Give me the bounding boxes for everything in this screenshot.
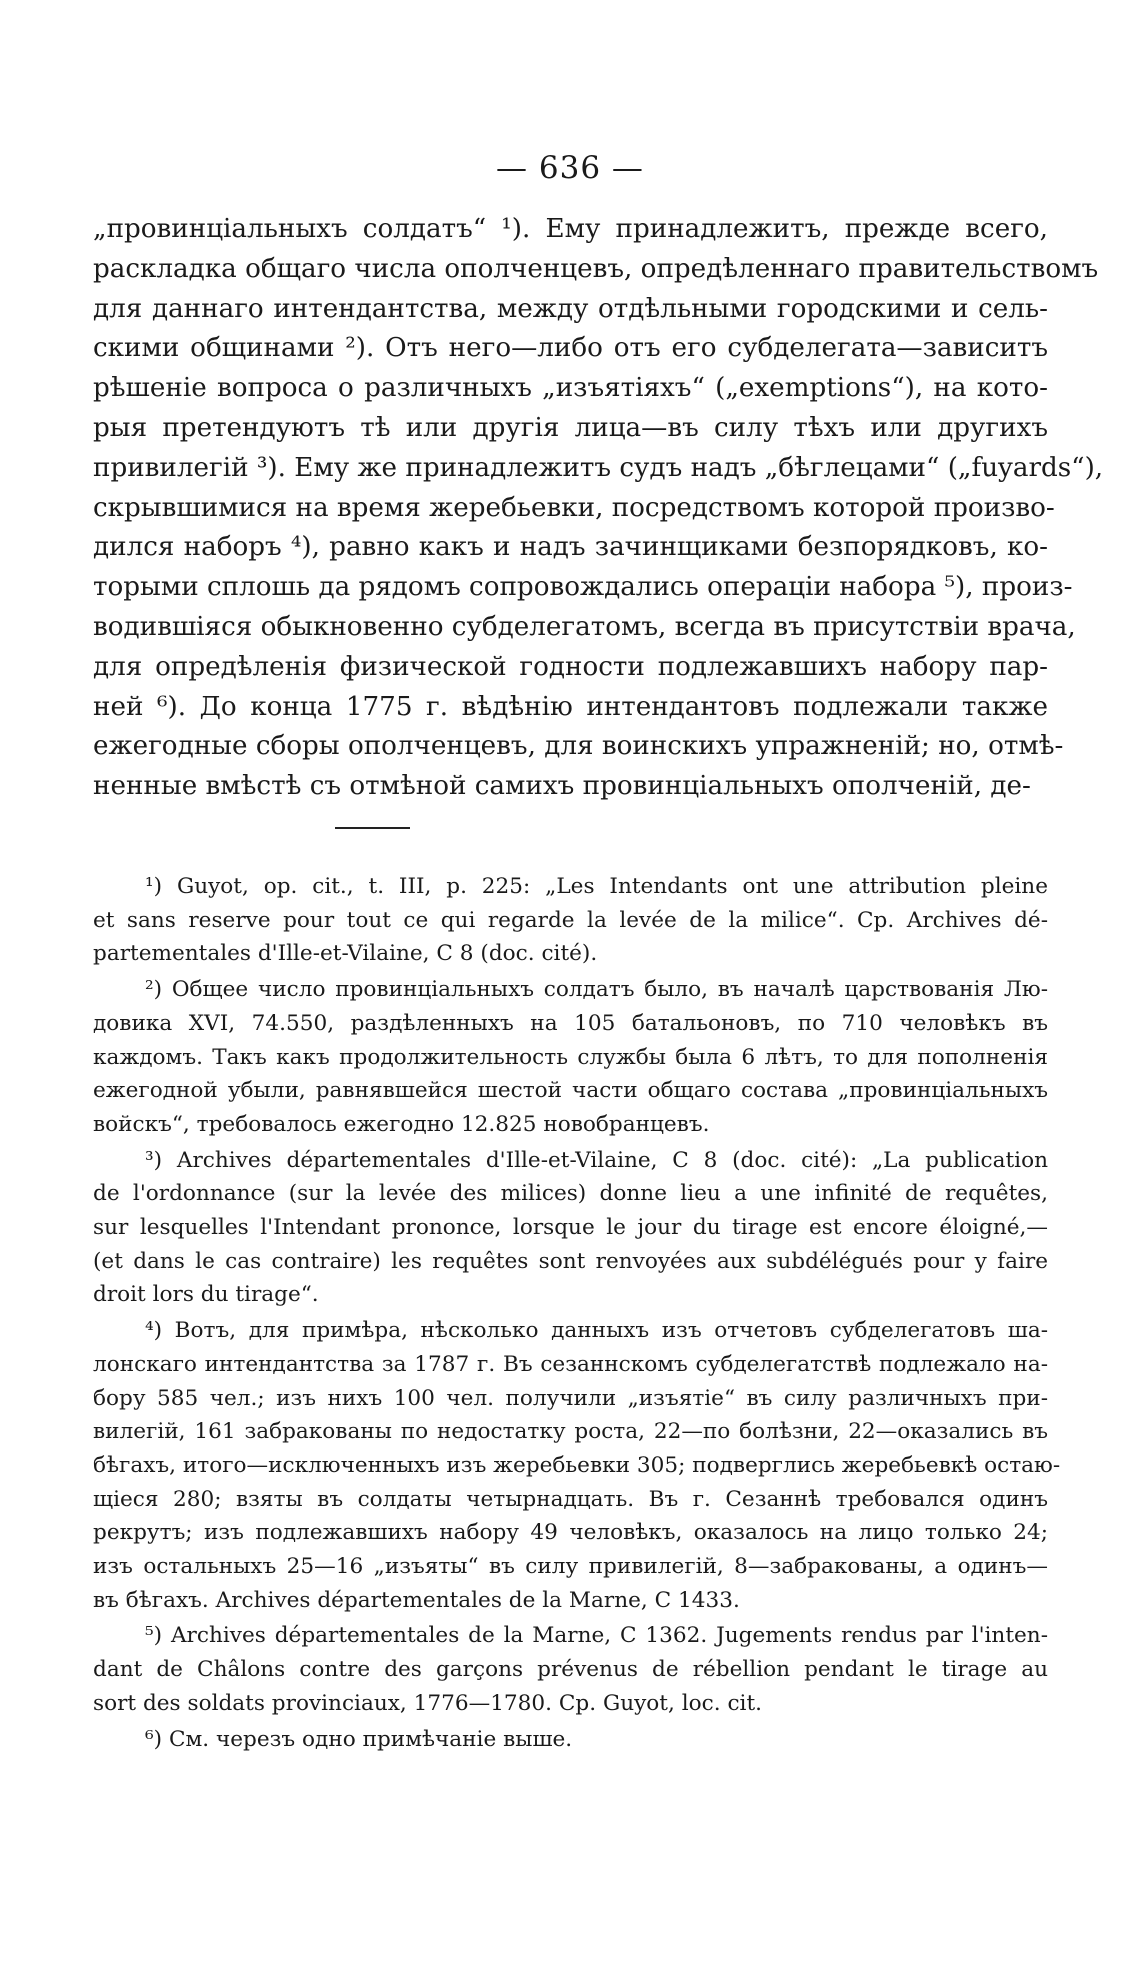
footnote-line: вилегій, 161 забракованы по недостатку роста, 22—по болѣзни, 22—оказались въ — [93, 1419, 1048, 1445]
main-line: рѣшеніе вопроса о различныхъ „изъятіяхъ“ („exemptions“), на кото- — [93, 373, 1048, 404]
footnote-line: войскъ“, требовалось ежегодно 12.825 новобранцевъ. — [93, 1111, 710, 1137]
main-line: ежегодные сборы ополченцевъ, для воинскихъ упражненій; но, отмѣ- — [93, 731, 1064, 762]
footnote-line: ¹) Guyot, op. cit., t. III, p. 225: „Les Intendants ont une attribution pleine — [145, 874, 1048, 899]
main-line: рыя претендуютъ тѣ или другія лица—въ силу тѣхъ или другихъ — [93, 412, 1048, 443]
footnote-line: sort des soldats provinciaux, 1776—1780. Cp. Guyot, loc. cit. — [93, 1690, 762, 1716]
footnote-3 — [93, 1144, 1048, 1313]
footnote-line: partementales d'Ille-et-Vilaine, C 8 (doc. cité). — [93, 941, 598, 967]
footnote-separator — [335, 827, 410, 829]
footnote-line: ³) Archives départementales d'Ille-et-Vilaine, C 8 (doc. cité): „La publication — [145, 1147, 1048, 1173]
main-line: „провинціальныхъ солдатъ“ ¹). Ему принадлежитъ, прежде всего, — [93, 214, 1048, 244]
footnote-line: de l'ordonnance (sur la levée des milices) donne lieu a une infinité de requêtes, — [93, 1181, 1048, 1207]
footnote-1 — [93, 870, 1048, 971]
footnote-5 — [93, 1619, 1048, 1720]
main-line: ней ⁶). До конца 1775 г. вѣдѣнію интендантовъ подлежали также — [93, 691, 1048, 722]
main-line: скрывшимися на время жеребьевки, посредствомъ которой произво- — [93, 492, 1055, 523]
main-line: раскладка общаго числа ополченцевъ, опредѣленнаго правительствомъ — [93, 253, 1099, 284]
main-text-block — [93, 210, 1104, 807]
footnote-line: sur lesquelles l'Intendant prononce, lorsque le jour du tirage est encore éloigné,— — [93, 1215, 1048, 1241]
footnotes-block — [93, 870, 1061, 1756]
footnote-2 — [93, 973, 1048, 1142]
footnote-line: бору 585 чел.; изъ нихъ 100 чел. получили „изъятіе“ въ силу различныхъ при- — [93, 1385, 1048, 1411]
footnote-line: ежегодной убыли, равнявшейся шестой части общаго состава „провинціальныхъ — [93, 1078, 1048, 1104]
footnote-line: ⁵) Archives départementales de la Marne, C 1362. Jugements rendus par l'inten- — [145, 1623, 1048, 1649]
footnote-line: (et dans le cas contraire) les requêtes sont renvoyées aux subdélégués pour y faire — [93, 1248, 1048, 1274]
main-line: дился наборъ ⁴), равно какъ и надъ зачинщиками безпорядковъ, ко- — [93, 532, 1048, 563]
footnote-line: изъ остальныхъ 25—16 „изъяты“ въ силу привилегій, 8—забракованы, а одинъ— — [93, 1554, 1048, 1580]
main-line: для опредѣленія физической годности подлежавшихъ набору пар- — [93, 651, 1048, 682]
footnote-line: въ бѣгахъ. Archives départementales de la Marne, C 1433. — [93, 1587, 740, 1613]
main-line: водившіяся обыкновенно субделегатомъ, всегда въ присутствіи врача, — [93, 611, 1076, 642]
footnote-line: dant de Châlons contre des garçons prévenus de rébellion pendant le tirage au — [93, 1657, 1048, 1683]
footnote-line: droit lors du tirage“. — [93, 1282, 319, 1308]
footnote-line: довика XVI, 74.550, раздѣленныхъ на 105 батальоновъ, по 710 человѣкъ въ — [93, 1010, 1048, 1036]
footnote-line: ⁴) Вотъ, для примѣра, нѣсколько данныхъ изъ отчетовъ субделегатовъ ша- — [145, 1318, 1048, 1344]
main-line: торыми сплошь да рядомъ сопровождались операціи набора ⁵), произ- — [93, 572, 1073, 603]
main-line: для даннаго интендантства, между отдѣльными городскими и сель- — [93, 293, 1048, 324]
footnote-line: ⁶) См. черезъ одно примѣчаніе выше. — [145, 1726, 573, 1752]
footnote-line: рекрутъ; изъ подлежавшихъ набору 49 человѣкъ, оказалось на лицо только 24; — [93, 1520, 1048, 1546]
footnote-line: бѣгахъ, итого—исключенныхъ изъ жеребьевки 305; подверглись жеребьевкѣ остаю- — [93, 1452, 1061, 1478]
main-line: ненные вмѣстѣ съ отмѣной самихъ провинціальныхъ ополченій, де- — [93, 771, 1031, 802]
footnote-line: каждомъ. Такъ какъ продолжительность службы была 6 лѣтъ, то для пополненія — [93, 1044, 1048, 1070]
page-number: — 636 — — [496, 150, 644, 186]
main-line: привилегій ³). Ему же принадлежитъ судъ надъ „бѣглецами“ („fuyards“), — [93, 452, 1104, 483]
footnote-6 — [93, 1723, 1048, 1757]
footnote-line: ²) Общее число провинціальныхъ солдатъ было, въ началѣ царствованія Лю- — [145, 977, 1048, 1003]
footnote-line: щіеся 280; взяты въ солдаты четырнадцать. Въ г. Сезаннѣ требовался одинъ — [93, 1486, 1048, 1512]
footnote-4 — [93, 1314, 1061, 1617]
footnote-line: et sans reserve pour tout ce qui regarde la levée de la milice“. Cp. Archives dé- — [93, 907, 1048, 933]
main-line: скими общинами ²). Отъ него—либо отъ его субделегата—зависитъ — [93, 333, 1048, 364]
footnote-line: лонскаго интендантства за 1787 г. Въ сезаннскомъ субделегатствѣ подлежало на- — [93, 1351, 1048, 1377]
